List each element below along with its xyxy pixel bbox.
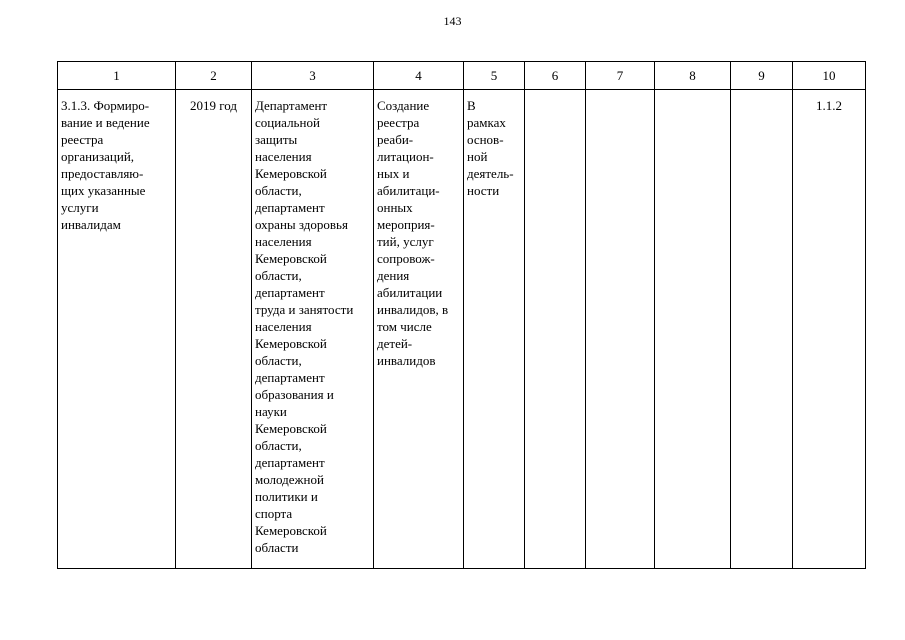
column-6-cell	[525, 90, 586, 569]
header-cell-6: 6	[525, 62, 586, 90]
column-8-cell	[655, 90, 731, 569]
header-row	[58, 62, 866, 90]
header-cell-2: 2	[176, 62, 252, 90]
funding-cell: В рамках основ- ной деятель- ности	[464, 90, 525, 569]
header-cell-8: 8	[655, 62, 731, 90]
program-measures-table	[57, 61, 866, 569]
executors-cell: Департамент социальной защиты населения Кемеровской области, департамент охраны здоровья населения Кемеровской области, департамент труда и занятости населения Кемеровской области, департамент образования и науки Кемеровской области, департамент молодежной политики и спорта Кемеровской области	[252, 90, 374, 569]
indicator-link-cell: 1.1.2	[793, 90, 866, 569]
column-7-cell	[586, 90, 655, 569]
column-9-cell	[731, 90, 793, 569]
period-cell: 2019 год	[176, 90, 252, 569]
page-number: 143	[443, 14, 462, 28]
header-cell-10: 10	[793, 62, 866, 90]
header-cell-7: 7	[586, 62, 655, 90]
header-cell-9: 9	[731, 62, 793, 90]
header-cell-4: 4	[374, 62, 464, 90]
result-cell: Создание реестра реаби- литацион- ных и абилитаци- онных мероприя- тий, услуг сопровож- дения абилитации инвалидов, в том числе детей- инвалидов	[374, 90, 464, 569]
measure-name-cell: 3.1.3. Формиро- вание и ведение реестра организаций, предоставляю- щих указанные услуги инвалидам	[58, 90, 176, 569]
header-cell-5: 5	[464, 62, 525, 90]
header-cell-3: 3	[252, 62, 374, 90]
table-row	[58, 90, 866, 569]
header-cell-1: 1	[58, 62, 176, 90]
